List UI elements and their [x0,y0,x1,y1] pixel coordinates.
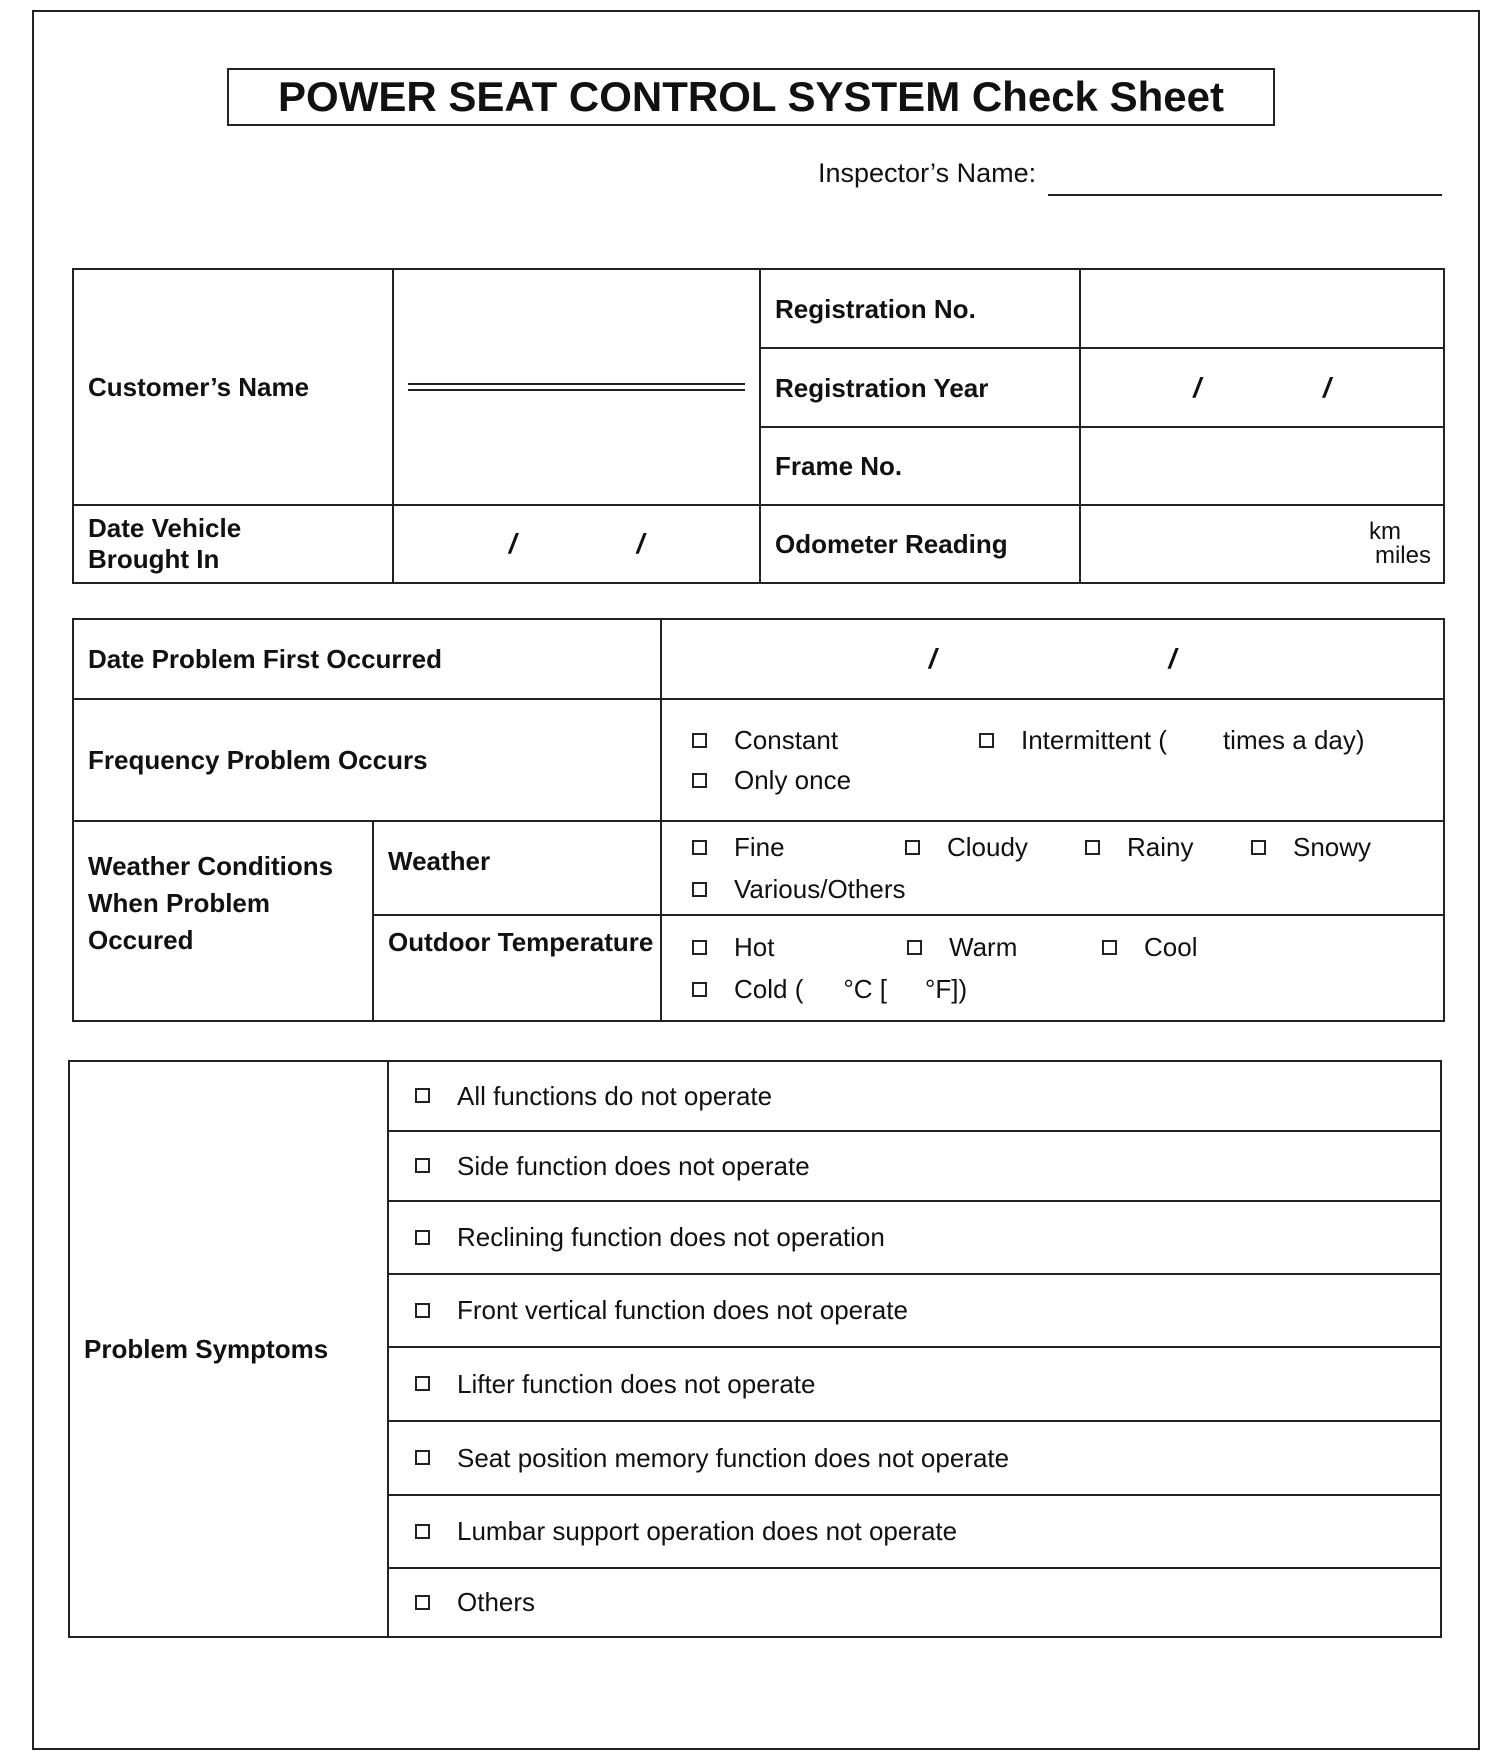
checkbox[interactable] [415,1595,430,1610]
unit-km: km [1369,518,1401,545]
checkbox[interactable] [907,940,922,955]
temp-option-cold[interactable]: Cold ( [692,968,803,1010]
checkbox[interactable] [415,1524,430,1539]
symptom-item[interactable]: Reclining function does not operation [388,1201,1441,1274]
unit-miles: miles [1374,542,1431,569]
checkbox[interactable] [1085,840,1100,855]
frequency-intermittent-option[interactable]: Intermittent ( [979,720,1167,760]
registration-year-label: Registration Year [760,348,1080,427]
frame-no-field[interactable] [1080,427,1444,505]
checkbox[interactable] [692,982,707,997]
date-separator: / [1193,371,1201,403]
checkbox[interactable] [415,1230,430,1245]
registration-no-field[interactable] [1080,269,1444,348]
frequency-options [661,699,1444,821]
checkbox[interactable] [692,733,707,748]
weather-option-cloudy[interactable]: Cloudy [905,826,1085,868]
symptom-item[interactable]: Front vertical function does not operate [388,1274,1441,1347]
symptom-item[interactable]: Lumbar support operation does not operate [388,1495,1441,1568]
weather-label: Weather [373,821,661,915]
symptom-item[interactable]: Seat position memory function does not operate [388,1421,1441,1495]
odometer-field[interactable] [1080,505,1444,583]
date-separator: / [1168,643,1177,674]
checkbox[interactable] [1251,840,1266,855]
inspector-name-field[interactable] [1048,194,1442,196]
symptom-item[interactable]: All functions do not operate [388,1061,1441,1131]
frame-no-label: Frame No. [760,427,1080,505]
customer-name-label: Customer’s Name [73,269,393,505]
vehicle-info-table [72,268,1445,584]
symptom-item[interactable]: Side function does not operate [388,1131,1441,1201]
checkbox[interactable] [1102,940,1117,955]
fahrenheit-label: °F]) [924,974,968,1004]
symptom-item[interactable]: Lifter function does not operate [388,1347,1441,1421]
frequency-constant-option[interactable]: Constant [692,720,979,760]
conditions-table [72,618,1445,1022]
checkbox[interactable] [415,1376,430,1391]
checkbox[interactable] [415,1303,430,1318]
times-a-day-label: times a day) [1222,725,1365,755]
date-separator: / [636,528,645,559]
weather-option-rainy[interactable]: Rainy [1085,826,1251,868]
checkbox[interactable] [415,1158,430,1173]
weather-option-various[interactable]: Various/Others [692,868,905,910]
weather-conditions-label: Weather Conditions When Problem Occured [73,821,373,1021]
temp-option-cool[interactable]: Cool [1102,926,1197,968]
customer-name-lines [408,383,745,391]
outdoor-temperature-label: Outdoor Temperature [373,915,661,1021]
checkbox[interactable] [692,882,707,897]
temp-option-hot[interactable]: Hot [692,926,907,968]
checkbox[interactable] [692,940,707,955]
frequency-label: Frequency Problem Occurs [73,699,661,821]
weather-options [661,821,1444,915]
date-separator: / [508,528,517,559]
frequency-only-once-option[interactable]: Only once [692,760,851,800]
problem-symptoms-label: Problem Symptoms [69,1061,388,1637]
checkbox[interactable] [979,733,994,748]
page-title: POWER SEAT CONTROL SYSTEM Check Sheet [227,68,1275,126]
symptom-item[interactable]: Others [388,1568,1441,1637]
date-first-occurred-label: Date Problem First Occurred [73,619,661,699]
date-separator: / [928,643,937,674]
temp-option-warm[interactable]: Warm [907,926,1102,968]
celsius-label: °C [ [843,974,887,1004]
date-brought-in-field[interactable] [393,505,760,583]
date-separator: / [1323,371,1331,403]
checkbox[interactable] [692,840,707,855]
checkbox[interactable] [692,773,707,788]
problem-symptoms-table [68,1060,1442,1638]
weather-option-fine[interactable]: Fine [692,826,905,868]
odometer-label: Odometer Reading [760,505,1080,583]
checkbox[interactable] [415,1088,430,1103]
registration-year-field[interactable] [1080,348,1444,427]
weather-option-snowy[interactable]: Snowy [1251,826,1371,868]
date-first-occurred-field[interactable] [661,619,1444,699]
checkbox[interactable] [415,1450,430,1465]
date-brought-in-label: Date Vehicle Brought In [73,505,393,583]
checkbox[interactable] [905,840,920,855]
temperature-options [661,915,1444,1021]
registration-no-label: Registration No. [760,269,1080,348]
inspector-name-label: Inspector’s Name: [818,158,1037,188]
customer-name-field[interactable] [393,269,760,505]
